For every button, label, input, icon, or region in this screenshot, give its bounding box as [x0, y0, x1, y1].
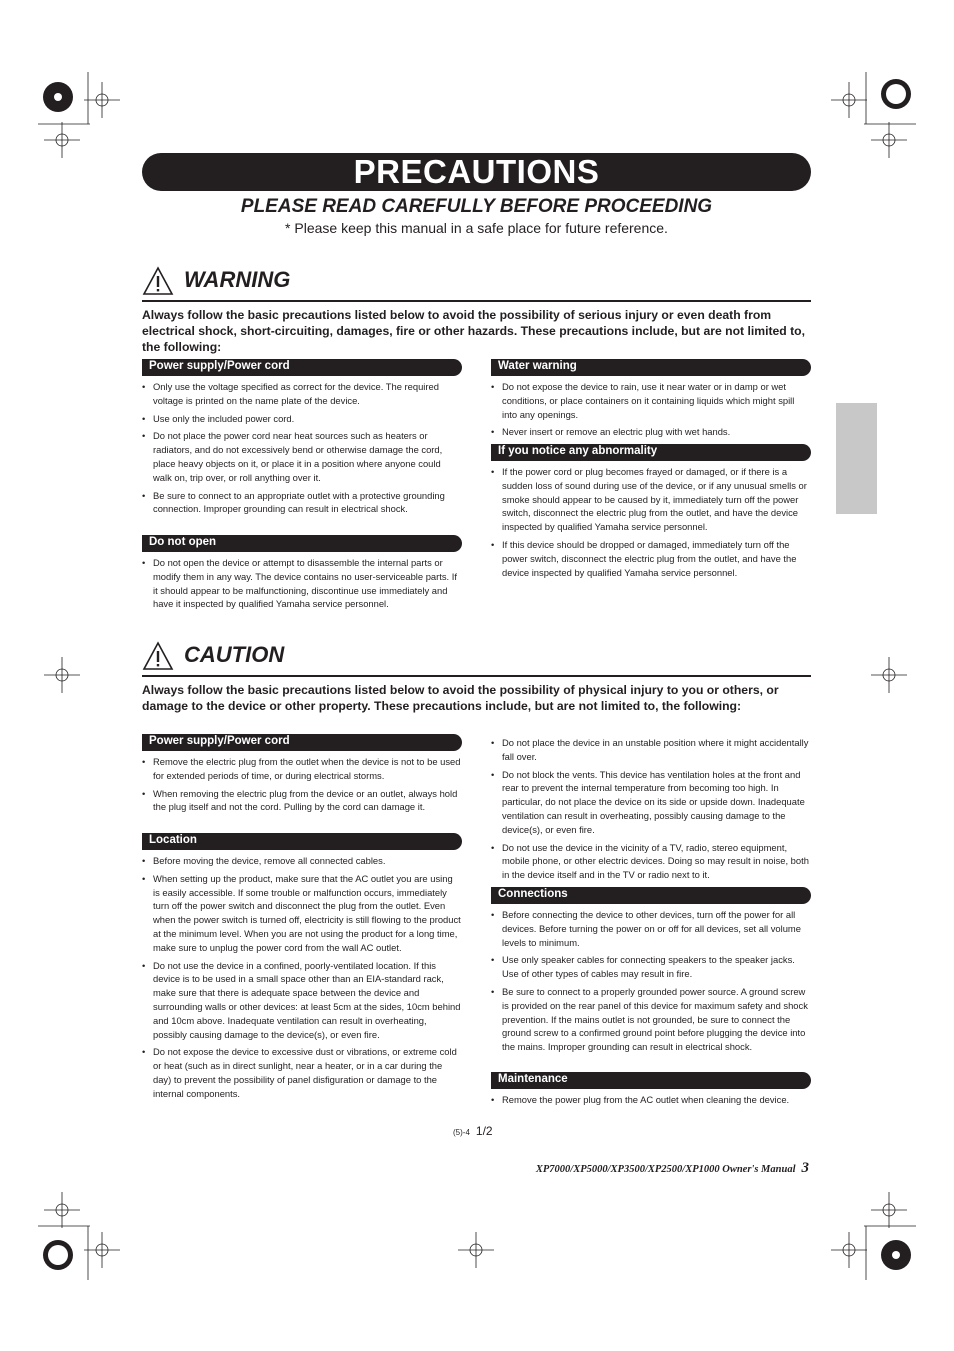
caution-power-title: Power supply/Power cord: [149, 735, 290, 747]
title-banner: [142, 153, 811, 191]
warning-open-list: [142, 556, 462, 615]
warning-water-title: Water warning: [498, 360, 577, 372]
list-item: • Do not place the device in an unstable position where it might accidentally fall over.: [491, 736, 811, 764]
warning-power-title: Power supply/Power cord: [149, 360, 290, 372]
caution-maintenance-list: [491, 1093, 811, 1111]
manual-title: XP7000/XP5000/XP3500/XP2500/XP1000 Owner's Manual: [535, 1164, 796, 1175]
list-item: • Never insert or remove an electric plug with wet hands.: [491, 425, 811, 439]
doc-code: (5)-4: [453, 1128, 470, 1137]
caution-location-title: Location: [149, 834, 197, 846]
warning-water-header: [491, 359, 811, 376]
list-item: • Use only speaker cables for connecting speakers to the speaker jacks. Use of other types of cables may result in fire.: [491, 953, 811, 981]
page-fraction: 1/2: [475, 1124, 493, 1138]
warning-open-header: [142, 535, 462, 552]
list-item: • Remove the power plug from the AC outlet when cleaning the device.: [491, 1093, 811, 1107]
list-item: • Only use the voltage specified as correct for the device. The required voltage is printed on the name plate of the device.: [142, 380, 462, 408]
list-item: • Do not expose the device to excessive dust or vibrations, or extreme cold or heat (such as in direct sunlight, near a heater, or in a car during the day) to prevent the possibility of panel disfiguration or damage to the internal components.: [142, 1045, 462, 1100]
page-number: 3: [801, 1160, 809, 1176]
page-code: [453, 1124, 493, 1138]
list-item: • Before moving the device, remove all connected cables.: [142, 854, 462, 868]
list-item: • Do not use the device in the vicinity of a TV, radio, stereo equipment, mobile phone, or other electric devices. Doing so may result in noise, both in the device itself and in the TV or radio next to it.: [491, 841, 811, 882]
subtitle: PLEASE READ CAREFULLY BEFORE PROCEEDING: [240, 196, 713, 217]
warning-icon: [142, 266, 174, 296]
warning-abnormal-list: [491, 465, 811, 583]
warning-intro: Always follow the basic precautions listed below to avoid the possibility of serious injury or even death from electrical shock, short-circuiting, damages, fire or other hazards. These precautions include, but are not limited to, the following:: [142, 308, 806, 354]
caution-power-header: [142, 734, 462, 751]
warning-water-list: [491, 380, 811, 443]
warning-header: [142, 264, 811, 302]
list-item: • Be sure to connect to an appropriate outlet with a protective grounding connection. Improper grounding can result in electrical shock.: [142, 489, 462, 517]
list-item: • Use only the included power cord.: [142, 412, 462, 426]
caution-header: [142, 639, 811, 677]
warning-label: WARNING: [184, 267, 291, 292]
list-item: • When setting up the product, make sure that the AC outlet you are using is easily accessible. If some trouble or malfunction occurs, immediately turn off the power switch and disconnect the plug from the outlet. Even when the power switch is turned off, electricity is still flowing to the product at the minimum level. When you are not using the product for a long time, make sure to unplug the power cord from the wall AC outlet.: [142, 872, 462, 955]
warning-open-title: Do not open: [149, 536, 217, 548]
list-item: • Remove the electric plug from the outlet when the device is not to be used for extended periods of time, or during electrical storms.: [142, 755, 462, 783]
list-item: • Do not use the device in a confined, poorly-ventilated location. If this device is to be used in a small space other than an EIA-standard rack, make sure that there is adequate space between the device and surrounding walls or other devices: at least 5cm at the sides, 10cm behind and 10cm above. Inadequate ventilation can result in overheating, possibly causing damage to the device(s), or even fire.: [142, 959, 462, 1042]
list-item: • If the power cord or plug becomes frayed or damaged, or if there is a sudden loss of sound during use of the device, or if any unusual smells or smoke should appear to be caused by it, immediately turn off the power switch, disconnect the electric plug from the outlet, and have the device inspected by qualified Yamaha service personnel.: [491, 465, 811, 534]
warning-power-list: [142, 380, 462, 520]
list-item: • If this device should be dropped or damaged, immediately turn off the power switch, disconnect the electric plug from the outlet, and have the device inspected by qualified Yamaha service personnel.: [491, 538, 811, 579]
side-tab: [836, 403, 877, 514]
list-item: • Do not expose the device to rain, use it near water or in damp or wet conditions, or place containers on it containing liquids which might spill into any openings.: [491, 380, 811, 421]
caution-location-list: [142, 854, 462, 1105]
caution-location-cont-list: [491, 736, 811, 886]
list-item: • Do not block the vents. This device has ventilation holes at the front and rear to prevent the internal temperature from becoming too high. In particular, do not place the device on its side or upside down. Inadequate ventilation can result in overheating, possibly causing damage to the device(s), or even fire.: [491, 768, 811, 837]
warning-abnormal-header: [491, 444, 811, 461]
list-item: • When removing the electric plug from the device or an outlet, always hold the plug itself and not the cord. Pulling by the cord can damage it.: [142, 787, 462, 815]
caution-power-list: [142, 755, 462, 818]
list-item: • Do not open the device or attempt to disassemble the internal parts or modify them in any way. The device contains no user-serviceable parts. If it should appear to be malfunctioning, discontinue use immediately and have it inspected by qualified Yamaha service personnel.: [142, 556, 462, 611]
reference-note: * Please keep this manual in a safe place for future reference.: [285, 220, 668, 236]
warning-abnormal-title: If you notice any abnormality: [498, 445, 658, 457]
caution-icon: [142, 641, 174, 671]
caution-intro: Always follow the basic precautions listed below to avoid the possibility of physical injury to you or others, or damage to the device or other property. These precautions include, but are not limited to, the following:: [142, 683, 779, 713]
caution-connections-header: [491, 887, 811, 904]
caution-maintenance-header: [491, 1072, 811, 1089]
caution-connections-list: [491, 908, 811, 1058]
warning-power-header: [142, 359, 462, 376]
list-item: • Do not place the power cord near heat sources such as heaters or radiators, and do not excessively bend or otherwise damage the cord, place heavy objects on it, or place it in a position where anyone could walk on, trip over, or roll anything over it.: [142, 429, 462, 484]
list-item: • Be sure to connect to a properly grounded power source. A ground screw is provided on the rear panel of this device for maximum safety and shock prevention. If the mains outlet is not grounded, be sure to connect the ground screw to a confirmed ground point before plugging the device into the mains. Improper grounding can result in electrical shock.: [491, 985, 811, 1054]
caution-maintenance-title: Maintenance: [498, 1073, 568, 1085]
footer: [536, 1160, 809, 1177]
caution-connections-title: Connections: [498, 888, 568, 900]
caution-label: CAUTION: [184, 642, 285, 667]
list-item: • Before connecting the device to other devices, turn off the power for all devices. Before turning the power on or off for all devices, set all volume levels to minimum.: [491, 908, 811, 949]
caution-location-header: [142, 833, 462, 850]
page-title: PRECAUTIONS: [353, 153, 600, 190]
